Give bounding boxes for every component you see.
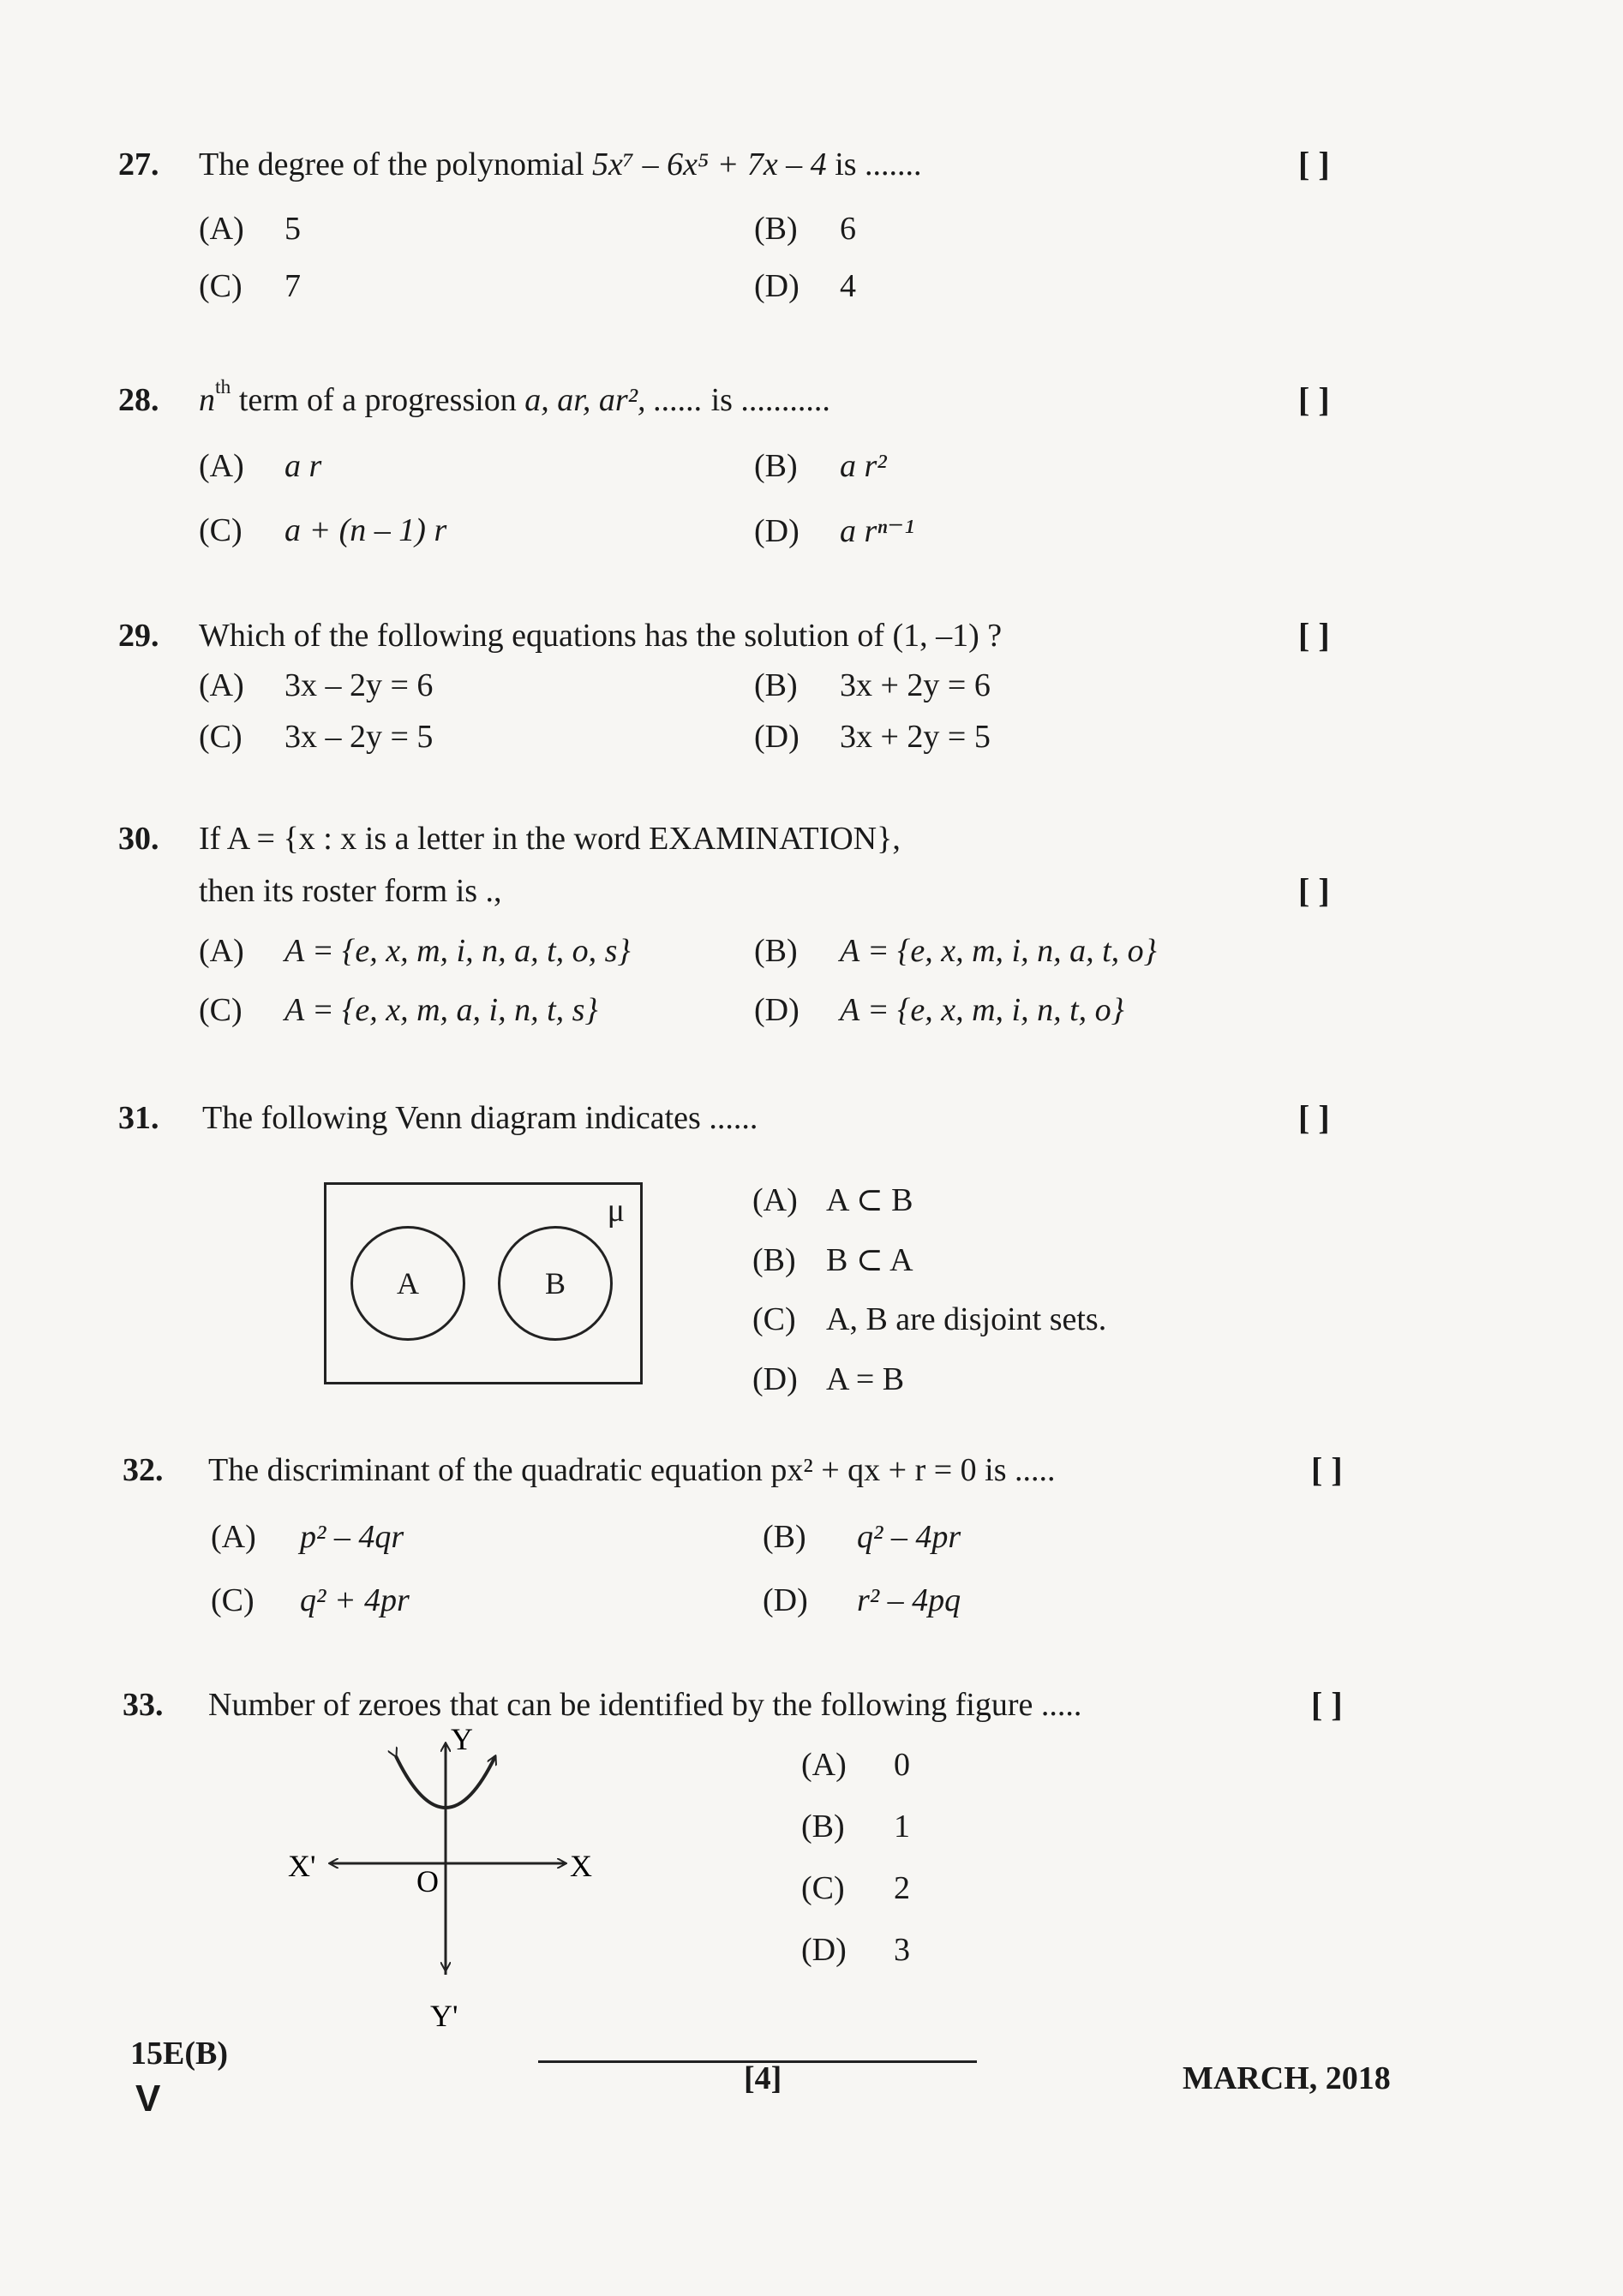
option-value: 3x – 2y = 6 bbox=[284, 667, 434, 703]
y-axis-label: Y bbox=[451, 1722, 473, 1756]
question-28-n: n bbox=[199, 382, 215, 418]
question-27-suffix: is ....... bbox=[826, 146, 922, 182]
option-value: a r bbox=[284, 448, 322, 484]
exam-date: MARCH, 2018 bbox=[1183, 2060, 1391, 2096]
option-label: (B) bbox=[763, 1519, 806, 1555]
option-label: (B) bbox=[754, 448, 798, 484]
option-value: 4 bbox=[840, 268, 856, 304]
option-value: A = {e, x, m, a, i, n, t, s} bbox=[284, 992, 598, 1028]
page-number: [4] bbox=[744, 2060, 782, 2096]
option-label: (C) bbox=[199, 992, 243, 1028]
question-30-text-line2: then its roster form is ., bbox=[199, 873, 502, 909]
option-value: 3x – 2y = 5 bbox=[284, 719, 434, 755]
option-value: A = B bbox=[826, 1361, 905, 1397]
option-28-a[interactable] bbox=[199, 447, 321, 485]
option-label: (D) bbox=[754, 268, 800, 304]
option-29-c[interactable] bbox=[199, 718, 433, 756]
option-value: 0 bbox=[894, 1747, 910, 1783]
option-33-b[interactable] bbox=[801, 1808, 910, 1845]
option-value: A = {e, x, m, i, n, a, t, o} bbox=[840, 933, 1157, 969]
answer-bracket-28[interactable]: [ ] bbox=[1298, 380, 1330, 419]
question-28-text bbox=[199, 375, 830, 419]
option-value: a + (n – 1) r bbox=[284, 512, 447, 548]
option-33-d[interactable] bbox=[801, 1931, 910, 1969]
question-28-number: 28. bbox=[118, 382, 159, 418]
question-30-text: If A = {x : x is a letter in the word EXAMINATION}, bbox=[199, 821, 901, 857]
option-label: (D) bbox=[763, 1582, 808, 1618]
option-label: (A) bbox=[199, 448, 244, 484]
option-label: (C) bbox=[199, 512, 243, 548]
option-32-b[interactable] bbox=[763, 1518, 961, 1556]
option-label: (A) bbox=[211, 1519, 256, 1555]
answer-bracket-29[interactable]: [ ] bbox=[1298, 616, 1330, 655]
option-27-b[interactable] bbox=[754, 210, 856, 248]
option-value: a rⁿ⁻¹ bbox=[840, 513, 914, 549]
option-value: q² + 4pr bbox=[300, 1582, 410, 1618]
option-value: 3x + 2y = 6 bbox=[840, 667, 991, 703]
option-label: (C) bbox=[211, 1582, 255, 1618]
option-30-b[interactable] bbox=[754, 932, 1157, 970]
option-27-d[interactable] bbox=[754, 267, 856, 305]
option-label: (A) bbox=[199, 211, 244, 247]
option-label: (B) bbox=[754, 667, 798, 703]
option-30-a[interactable] bbox=[199, 932, 631, 970]
option-33-a[interactable] bbox=[801, 1746, 910, 1784]
question-31-number: 31. bbox=[118, 1100, 159, 1136]
option-32-c[interactable] bbox=[211, 1581, 410, 1619]
option-value: 3x + 2y = 5 bbox=[840, 719, 991, 755]
option-33-c[interactable] bbox=[801, 1869, 910, 1907]
option-label: (B) bbox=[754, 211, 798, 247]
option-label: (C) bbox=[199, 268, 243, 304]
question-27-number: 27. bbox=[118, 146, 159, 182]
question-29-text: Which of the following equations has the solution of (1, –1) ? bbox=[199, 618, 1003, 654]
answer-bracket-33[interactable]: [ ] bbox=[1311, 1685, 1343, 1724]
option-label: (D) bbox=[754, 513, 800, 549]
option-value: A = {e, x, m, i, n, a, t, o, s} bbox=[284, 933, 631, 969]
option-32-d[interactable] bbox=[763, 1581, 961, 1619]
x-axis-label: X bbox=[570, 1849, 592, 1883]
option-value: p² – 4qr bbox=[300, 1519, 404, 1555]
question-28-expression: a, ar, ar², ...... bbox=[524, 382, 704, 418]
paper-version: V bbox=[135, 2078, 161, 2120]
question-31-text: The following Venn diagram indicates ...... bbox=[202, 1100, 758, 1136]
option-28-d[interactable] bbox=[754, 511, 914, 550]
option-28-c[interactable] bbox=[199, 511, 446, 549]
option-31-c[interactable] bbox=[752, 1300, 1106, 1338]
option-label: (D) bbox=[754, 992, 800, 1028]
option-27-a[interactable] bbox=[199, 210, 301, 248]
option-value: 3 bbox=[894, 1932, 910, 1968]
option-value: 7 bbox=[284, 268, 301, 304]
option-value: 1 bbox=[894, 1809, 910, 1845]
option-label: (A) bbox=[752, 1182, 798, 1218]
option-label: (B) bbox=[754, 933, 798, 969]
question-27-text bbox=[199, 146, 922, 183]
question-32-text: The discriminant of the quadratic equation px² + qx + r = 0 is ..... bbox=[208, 1452, 1056, 1488]
option-29-a[interactable] bbox=[199, 667, 433, 704]
option-29-b[interactable] bbox=[754, 667, 991, 704]
option-30-c[interactable] bbox=[199, 991, 598, 1029]
question-33-number: 33. bbox=[123, 1687, 164, 1723]
option-value: B ⊂ A bbox=[826, 1242, 913, 1278]
question-32-number: 32. bbox=[123, 1452, 164, 1488]
option-27-c[interactable] bbox=[199, 267, 301, 305]
parabola-graph bbox=[283, 1722, 608, 2030]
option-label: (A) bbox=[199, 933, 244, 969]
option-label: (A) bbox=[801, 1747, 847, 1783]
universal-set-label: μ bbox=[607, 1193, 625, 1229]
option-label: (D) bbox=[754, 719, 800, 755]
option-label: (B) bbox=[752, 1242, 796, 1278]
option-32-a[interactable] bbox=[211, 1518, 404, 1556]
option-label: (C) bbox=[752, 1301, 796, 1337]
question-28-sup: th bbox=[215, 375, 231, 398]
option-label: (A) bbox=[199, 667, 244, 703]
option-label: (D) bbox=[752, 1361, 798, 1397]
option-label: (C) bbox=[199, 719, 243, 755]
origin-label: O bbox=[416, 1864, 439, 1898]
option-value: 5 bbox=[284, 211, 301, 247]
option-29-d[interactable] bbox=[754, 718, 991, 756]
answer-bracket-30[interactable]: [ ] bbox=[1298, 871, 1330, 910]
answer-bracket-32[interactable]: [ ] bbox=[1311, 1450, 1343, 1489]
question-30-number: 30. bbox=[118, 821, 159, 857]
option-31-b[interactable] bbox=[752, 1241, 913, 1279]
question-33-text: Number of zeroes that can be identified by the following figure ..... bbox=[208, 1687, 1082, 1723]
y-neg-axis-label: Y' bbox=[430, 1999, 458, 2030]
option-label: (B) bbox=[801, 1809, 845, 1845]
answer-bracket-31[interactable]: [ ] bbox=[1298, 1098, 1330, 1137]
option-28-b[interactable] bbox=[754, 447, 887, 485]
option-value: A, B are disjoint sets. bbox=[826, 1301, 1107, 1337]
question-27-expression: 5x⁷ – 6x⁵ + 7x – 4 bbox=[592, 146, 827, 182]
paper-code: 15E(B) bbox=[130, 2036, 228, 2072]
question-27-prompt: The degree of the polynomial bbox=[199, 146, 593, 182]
option-label: (D) bbox=[801, 1932, 847, 1968]
option-value: r² – 4pq bbox=[857, 1582, 961, 1618]
x-neg-axis-label: X' bbox=[288, 1849, 316, 1883]
answer-bracket-27[interactable]: [ ] bbox=[1298, 145, 1330, 183]
venn-diagram bbox=[324, 1182, 643, 1384]
option-value: a r² bbox=[840, 448, 887, 484]
option-value: A = {e, x, m, i, n, t, o} bbox=[840, 992, 1124, 1028]
option-31-d[interactable] bbox=[752, 1360, 904, 1398]
option-30-d[interactable] bbox=[754, 991, 1124, 1029]
option-value: 2 bbox=[894, 1870, 910, 1906]
option-value: 6 bbox=[840, 211, 856, 247]
venn-circle-b: B bbox=[498, 1226, 613, 1341]
option-label: (C) bbox=[801, 1870, 845, 1906]
option-value: A ⊂ B bbox=[826, 1182, 913, 1218]
question-28-prompt: term of a progression bbox=[231, 382, 525, 418]
option-31-a[interactable] bbox=[752, 1181, 913, 1219]
option-value: q² – 4pr bbox=[857, 1519, 961, 1555]
question-29-number: 29. bbox=[118, 618, 159, 654]
question-28-suffix: is ........... bbox=[703, 382, 830, 418]
venn-circle-a: A bbox=[350, 1226, 465, 1341]
